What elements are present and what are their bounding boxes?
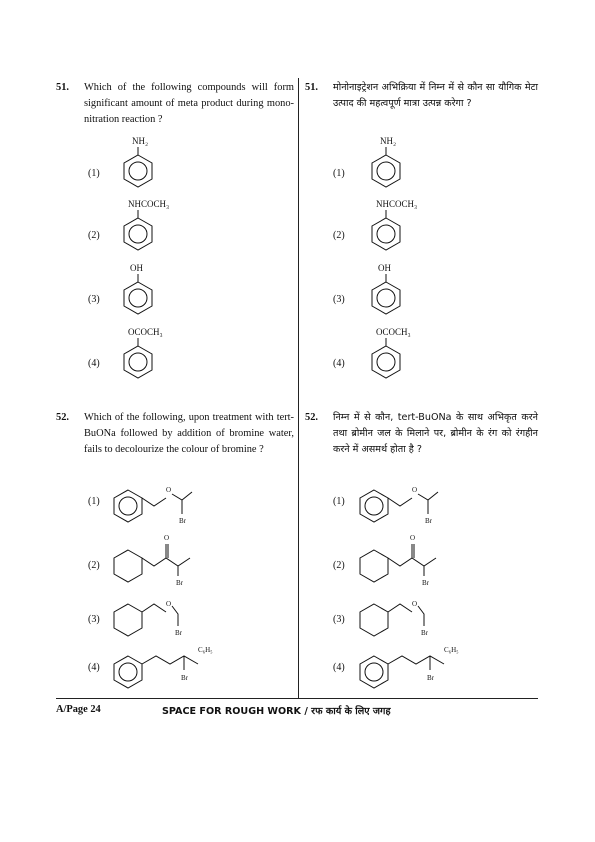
substituent-label: NHCOCH₃: [128, 199, 170, 209]
phenyl-bromide-structure: [358, 640, 478, 692]
option-label: (2): [333, 230, 345, 241]
column-divider: [298, 78, 299, 698]
phenol-structure: [358, 260, 418, 318]
cyclohexyl-ketone-bromide-structure: [358, 528, 458, 588]
cyclohexyl-ether-bromide-structure: [358, 592, 458, 642]
question-number: 51.: [56, 82, 69, 93]
cyclohexyl-ketone-bromide-structure: [112, 528, 212, 588]
phenyl-acetate-structure: [110, 324, 190, 382]
benzyl-ether-bromide-structure: [358, 478, 458, 528]
option-label: (4): [88, 358, 100, 369]
option-label: (4): [333, 662, 345, 673]
benzyl-ether-bromide-structure: [112, 478, 212, 528]
footer-rule: [56, 698, 538, 699]
substituent-label: OCOCH₃: [128, 327, 163, 337]
svg-text:O: O: [166, 486, 172, 494]
rough-work-label: SPACE FOR ROUGH WORK / रफ कार्य के लिए जगह: [162, 706, 391, 717]
substituent-label: NH₂: [380, 136, 397, 146]
aniline-structure: [358, 134, 418, 192]
substituent-label: OH: [130, 263, 143, 273]
question-text: Which of the following compounds will form significant amount of meta product during mono-nitration reaction ?: [84, 82, 294, 125]
bromo-label: Br: [181, 674, 188, 682]
phenyl-group-label: C₆H₅: [198, 646, 213, 654]
acetanilide-structure: [358, 196, 438, 254]
svg-text:O: O: [164, 534, 170, 542]
bromo-label: Br: [427, 674, 434, 682]
option-label: (1): [88, 168, 100, 179]
option-label: (1): [333, 168, 345, 179]
aniline-structure: [110, 134, 170, 192]
svg-text:O: O: [166, 600, 172, 608]
substituent-label: NHCOCH₃: [376, 199, 418, 209]
option-label: (3): [88, 294, 100, 305]
question-text: निम्न में से कौन, tert-BuONa के साथ अभिकृत करने तथा ब्रोमीन जल के मिलाने पर, ब्रोमीन के रंग को रंगहीन करने में असमर्थ होता है ?: [333, 412, 538, 455]
cyclohexyl-ether-bromide-structure: [112, 592, 212, 642]
substituent-label: OCOCH₃: [376, 327, 411, 337]
substituent-label: NH₂: [132, 136, 149, 146]
option-label: (1): [88, 496, 100, 507]
svg-text:O: O: [412, 600, 418, 608]
option-label: (4): [333, 358, 345, 369]
option-label: (4): [88, 662, 100, 673]
option-label: (2): [88, 230, 100, 241]
substituent-label: OH: [378, 263, 391, 273]
svg-text:O: O: [410, 534, 416, 542]
bromo-label: Br: [179, 517, 186, 525]
question-text: मोनोनाइट्रेशन अभिक्रिया में निम्न में से कौन सा यौगिक मेटा उत्पाद की महत्वपूर्ण मात्रा उत्पन्न करेगा ?: [333, 82, 538, 109]
bromo-label: Br: [175, 629, 182, 637]
question-number: 51.: [305, 82, 318, 93]
option-label: (2): [88, 560, 100, 571]
page-number: A/Page 24: [56, 704, 101, 715]
bromo-label: Br: [422, 579, 429, 587]
bromo-label: Br: [176, 579, 183, 587]
option-label: (3): [333, 294, 345, 305]
bromo-label: Br: [421, 629, 428, 637]
question-number: 52.: [305, 412, 318, 423]
question-number: 52.: [56, 412, 69, 423]
acetanilide-structure: [110, 196, 190, 254]
option-label: (3): [88, 614, 100, 625]
phenol-structure: [110, 260, 170, 318]
bromo-label: Br: [425, 517, 432, 525]
phenyl-bromide-structure: [112, 640, 232, 692]
option-label: (2): [333, 560, 345, 571]
option-label: (3): [333, 614, 345, 625]
svg-text:O: O: [412, 486, 418, 494]
phenyl-group-label: C₆H₅: [444, 646, 459, 654]
phenyl-acetate-structure: [358, 324, 438, 382]
question-text: Which of the following, upon treatment with tert-BuONa followed by addition of bromine water, fails to decolourize the colour of bromine ?: [84, 412, 294, 455]
option-label: (1): [333, 496, 345, 507]
